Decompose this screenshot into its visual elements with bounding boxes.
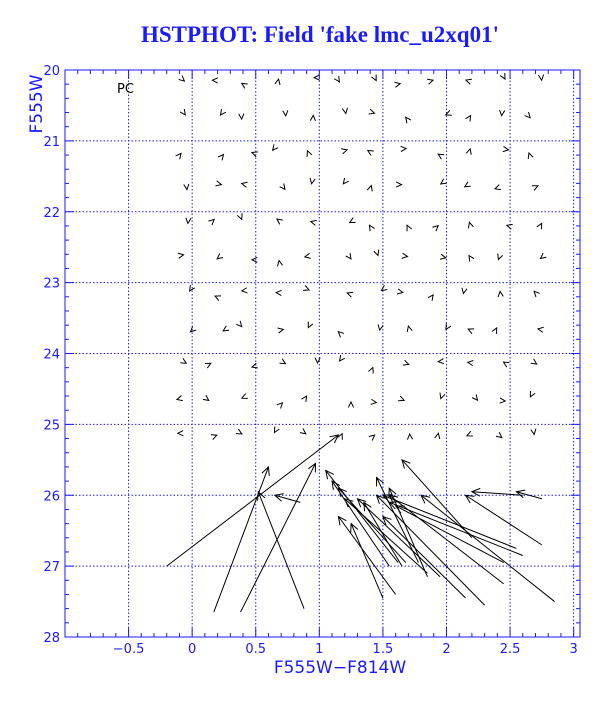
offset-arrow bbox=[351, 524, 383, 598]
offset-glyph bbox=[314, 75, 319, 80]
offset-glyph bbox=[237, 213, 242, 219]
offset-glyph bbox=[346, 253, 351, 259]
offset-glyph bbox=[280, 184, 285, 190]
offset-glyph bbox=[531, 429, 536, 435]
offset-glyph bbox=[311, 220, 317, 225]
x-tick-label: 1.5 bbox=[372, 642, 394, 657]
offset-glyph bbox=[341, 149, 347, 154]
offset-glyph bbox=[211, 435, 217, 440]
offset-arrow bbox=[332, 481, 389, 566]
offset-glyph bbox=[369, 225, 374, 231]
offset-arrow bbox=[396, 506, 504, 563]
offset-glyph bbox=[532, 186, 538, 191]
offset-glyph bbox=[177, 396, 183, 401]
offset-glyph bbox=[398, 396, 404, 401]
offset-glyph bbox=[275, 79, 280, 85]
offset-glyph bbox=[407, 434, 412, 440]
offset-glyph bbox=[428, 295, 433, 301]
offset-glyph bbox=[441, 179, 447, 184]
offset-glyph bbox=[381, 285, 387, 290]
offset-glyph bbox=[367, 185, 372, 191]
offset-glyph bbox=[498, 254, 503, 260]
offset-glyph bbox=[310, 178, 315, 184]
offset-glyph bbox=[216, 181, 222, 186]
offset-glyph bbox=[347, 292, 353, 297]
x-axis-title: F555W−F814W bbox=[273, 658, 407, 678]
offset-glyph bbox=[338, 332, 344, 338]
offset-glyph bbox=[277, 219, 283, 224]
x-tick-label: 1 bbox=[315, 642, 324, 657]
offset-glyph bbox=[178, 431, 183, 436]
offset-glyph bbox=[435, 433, 440, 439]
x-tick-label: 3 bbox=[569, 642, 578, 657]
offset-glyph bbox=[496, 432, 502, 437]
offset-glyph bbox=[273, 144, 278, 150]
offset-glyph bbox=[242, 288, 248, 293]
offset-glyph bbox=[468, 222, 473, 228]
offset-glyph bbox=[406, 117, 411, 123]
offset-glyph bbox=[305, 253, 311, 258]
y-axis-title: F555W bbox=[27, 74, 47, 134]
offset-glyph bbox=[215, 296, 221, 301]
offset-glyph bbox=[371, 399, 377, 404]
y-tick-label: 23 bbox=[43, 276, 60, 292]
offset-glyph bbox=[342, 108, 347, 114]
offset-glyph bbox=[466, 116, 471, 122]
offset-glyph bbox=[242, 394, 248, 399]
grid-lines bbox=[65, 70, 580, 637]
offset-glyph bbox=[427, 79, 433, 84]
offset-glyph bbox=[212, 78, 218, 83]
offset-glyph bbox=[371, 75, 376, 81]
offset-arrow bbox=[383, 517, 466, 599]
offset-glyph bbox=[315, 358, 320, 363]
offset-glyph bbox=[503, 362, 509, 367]
offset-glyph bbox=[538, 327, 544, 332]
offset-glyph bbox=[537, 223, 542, 229]
offset-glyph bbox=[525, 112, 531, 118]
offset-glyph bbox=[468, 360, 474, 365]
x-tick-label: 0 bbox=[188, 642, 197, 657]
offset-arrow bbox=[472, 492, 523, 496]
y-tick-label: 28 bbox=[43, 631, 60, 646]
offset-arrows bbox=[167, 435, 555, 612]
offset-glyph bbox=[208, 219, 214, 225]
offset-glyph bbox=[277, 328, 283, 333]
axes bbox=[43, 64, 580, 657]
offset-glyph bbox=[276, 290, 282, 295]
offset-glyph bbox=[242, 83, 248, 88]
x-tick-label: 2.5 bbox=[499, 642, 521, 657]
offset-glyph bbox=[350, 218, 356, 223]
offset-glyph bbox=[531, 359, 537, 364]
offset-glyph bbox=[236, 321, 242, 327]
offset-arrow bbox=[240, 463, 315, 612]
offset-glyph bbox=[203, 395, 209, 400]
offset-glyph bbox=[507, 224, 513, 229]
offset-glyph bbox=[369, 435, 375, 440]
offset-glyph bbox=[469, 256, 474, 262]
offset-glyph bbox=[432, 226, 438, 232]
offset-glyph bbox=[538, 75, 543, 81]
offset-glyph bbox=[401, 146, 407, 151]
offset-arrow bbox=[402, 460, 472, 538]
offset-glyph bbox=[438, 154, 444, 159]
offset-glyph bbox=[220, 109, 225, 115]
offset-glyph bbox=[310, 115, 315, 121]
y-tick-label: 25 bbox=[43, 418, 60, 434]
x-tick-label: 2 bbox=[442, 642, 451, 657]
offset-glyph bbox=[252, 152, 258, 157]
offset-glyph bbox=[277, 261, 282, 267]
offset-glyph bbox=[396, 182, 401, 187]
offset-glyph bbox=[465, 182, 471, 187]
y-tick-label: 21 bbox=[43, 134, 60, 150]
offset-glyph bbox=[498, 291, 503, 297]
offset-glyph bbox=[440, 393, 445, 399]
offset-glyph bbox=[176, 153, 181, 159]
y-tick-label: 20 bbox=[43, 64, 60, 79]
offset-glyph bbox=[223, 326, 229, 331]
x-tick-label: −0.5 bbox=[112, 642, 145, 657]
offset-arrow bbox=[338, 488, 405, 562]
offset-glyph bbox=[239, 114, 244, 120]
y-tick-label: 26 bbox=[43, 489, 60, 505]
offset-arrow bbox=[258, 492, 304, 609]
y-tick-label: 27 bbox=[43, 560, 60, 576]
panel-label: PC bbox=[117, 82, 134, 97]
offset-glyph bbox=[402, 253, 408, 258]
offset-glyph bbox=[340, 355, 345, 361]
offset-glyph bbox=[500, 398, 506, 403]
offset-glyph bbox=[462, 288, 467, 294]
offset-glyph bbox=[534, 291, 540, 297]
offset-glyph bbox=[530, 391, 535, 397]
offset-glyph bbox=[178, 253, 184, 258]
offset-glyph bbox=[242, 182, 248, 187]
offset-glyph bbox=[540, 253, 546, 258]
offset-glyph bbox=[279, 359, 285, 364]
y-tick-label: 22 bbox=[43, 205, 60, 221]
offset-arrow bbox=[421, 495, 555, 601]
offset-glyph bbox=[528, 153, 533, 159]
offset-glyph bbox=[500, 73, 505, 79]
offset-glyph bbox=[495, 185, 501, 190]
offset-glyph bbox=[301, 396, 306, 402]
offset-glyph bbox=[503, 146, 509, 151]
offset-glyph bbox=[343, 178, 348, 184]
offset-glyph bbox=[348, 402, 353, 407]
offset-glyph bbox=[467, 431, 473, 436]
offset-glyph bbox=[369, 109, 375, 114]
offset-glyph bbox=[184, 184, 189, 190]
offset-glyph bbox=[438, 359, 444, 364]
offset-arrow bbox=[389, 488, 427, 577]
offset-glyph bbox=[186, 218, 191, 224]
offset-glyph bbox=[466, 149, 471, 155]
offset-glyph bbox=[179, 76, 185, 82]
offset-glyph bbox=[378, 324, 383, 330]
y-tick-label: 24 bbox=[43, 347, 60, 363]
offset-glyph bbox=[303, 285, 309, 290]
offset-glyph bbox=[277, 403, 283, 409]
offset-glyph bbox=[397, 289, 403, 294]
offset-glyph bbox=[368, 151, 374, 156]
offset-glyph bbox=[394, 82, 400, 87]
offset-glyph bbox=[407, 326, 412, 332]
offset-glyph bbox=[190, 326, 196, 332]
offset-glyph bbox=[300, 428, 306, 433]
offset-glyph bbox=[440, 254, 446, 259]
offset-glyph bbox=[492, 328, 497, 334]
offset-glyph bbox=[307, 151, 312, 157]
x-tick-label: 0.5 bbox=[245, 642, 267, 657]
offset-glyph bbox=[334, 76, 339, 82]
offset-glyph bbox=[500, 110, 505, 116]
offset-glyph bbox=[468, 329, 474, 334]
offset-glyph bbox=[407, 225, 412, 231]
offset-glyph bbox=[205, 363, 211, 368]
offset-glyph bbox=[236, 429, 242, 434]
offset-glyph bbox=[472, 394, 477, 400]
offset-arrow bbox=[214, 467, 269, 612]
offset-glyph bbox=[218, 155, 223, 161]
offset-glyph bbox=[283, 110, 288, 116]
offset-glyphs bbox=[176, 73, 547, 440]
offset-glyph bbox=[368, 368, 373, 374]
offset-glyph bbox=[217, 253, 223, 258]
offset-glyph bbox=[252, 363, 258, 368]
offset-arrow bbox=[338, 517, 395, 595]
offset-glyph bbox=[308, 322, 313, 328]
offset-glyph bbox=[252, 257, 257, 262]
offset-glyph bbox=[403, 360, 409, 365]
offset-glyph bbox=[274, 427, 279, 433]
offset-glyph bbox=[374, 250, 379, 256]
offset-glyph bbox=[180, 358, 186, 363]
chart-title: HSTPHOT: Field 'fake lmc_u2xq01' bbox=[140, 22, 499, 47]
offset-glyph bbox=[466, 79, 472, 84]
offset-glyph bbox=[180, 109, 185, 115]
